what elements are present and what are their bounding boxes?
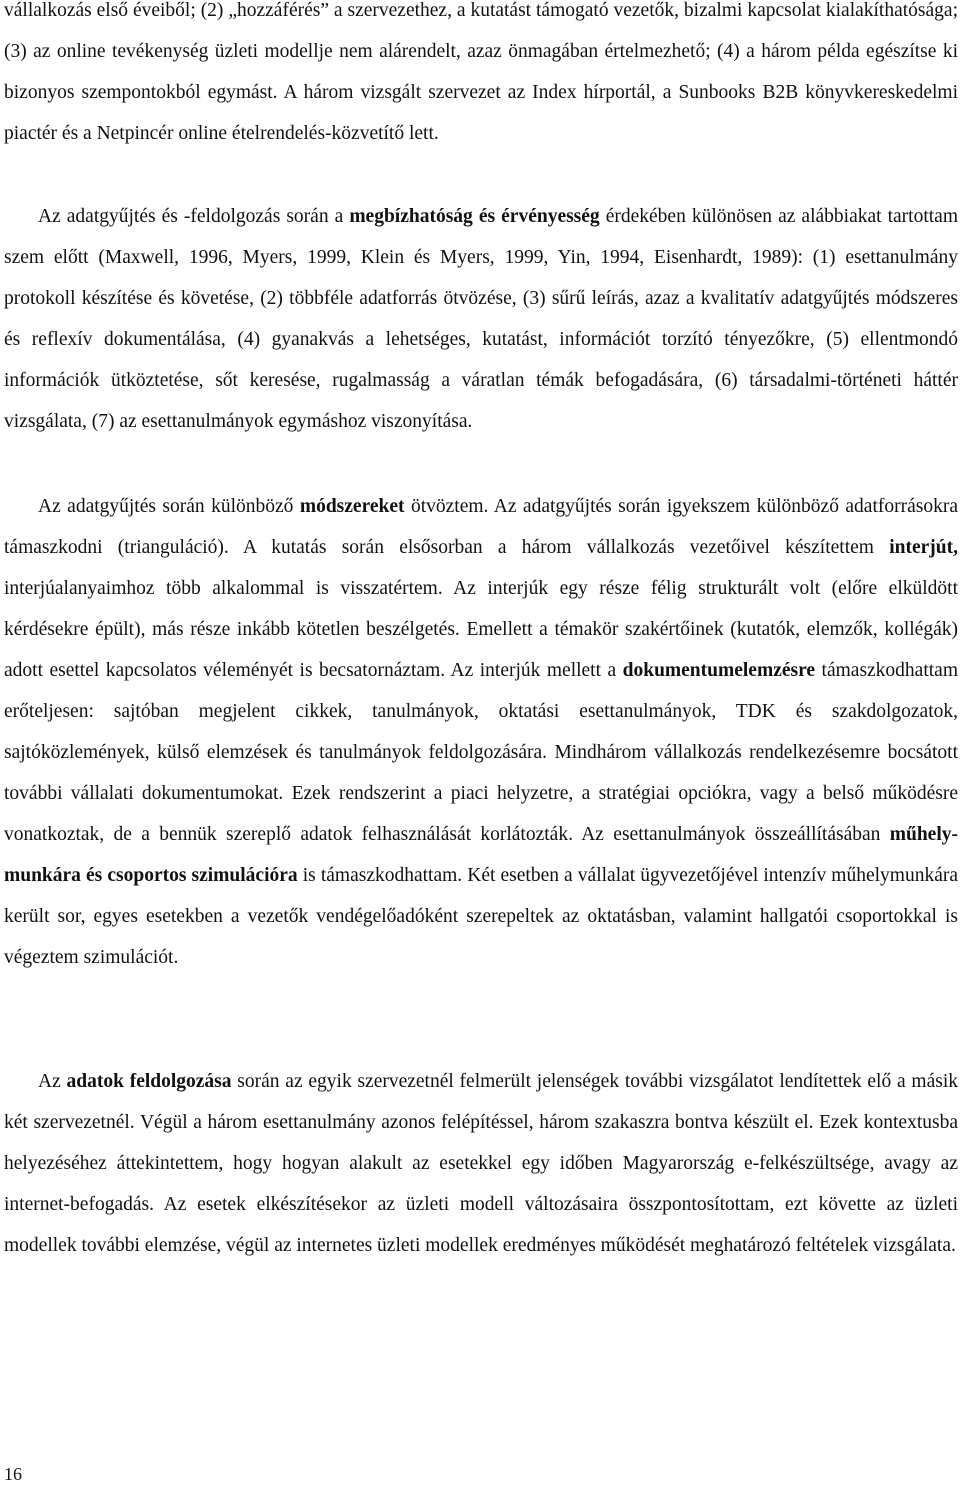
text-run: Az adatgyűjtés során különböző (38, 496, 300, 517)
text-run: során az egyik szervezetnél felmerült jelenségek további vizsgálatot lendítettek elő a másik két szervezetnél. Végül a három esettanulmány azonos felépítéssel, három szakaszra bontva készült el. Ezek kontextusba helyezéséhez áttekintettem, hogy hogyan alakult az esetekkel egy időben Magyarország e-felkészültsége, avagy az internet-befogadás. Az esetek elkészítésekor az üzleti modell változásaira összpontosítottam, ezt követte az üzleti modellek további elemzése, végül az internetes üzleti modellek eredményes működését meghatározó feltételek vizsgálata. (4, 1071, 958, 1256)
bold-term: műhely-munkára és csoportos szimulációra (4, 824, 958, 886)
text-run: Az (38, 1071, 67, 1092)
paragraph-case-selection (4, 0, 958, 154)
text-run: Az adatgyűjtés és -feldolgozás során a (38, 206, 350, 227)
text-run: interjúalanyaimhoz több alkalommal is visszatértem. Az interjúk egy része félig strukturált volt (előre elküldött kérdésekre épült), más része inkább kötetlen beszélgetés. Emellett a témakör szakértőinek (kutatók, elemzők, kollégák) adott esettel kapcsolatos véleményét is becsatornáztam. Az interjúk mellett a (4, 578, 958, 681)
bold-term: módszereket (299, 496, 405, 517)
text-run: vállalkozás első éveiből; (2) „hozzáférés” a szervezethez, a kutatást támogató vezetők, bizalmi kapcsolat kialakíthatósága; (3) az online tevékenység üzleti modellje nem alárendelt, azaz önmagában értelmezhető; (4) a három példa egészítse ki bizonyos szempontokból egymást. A három vizsgált szervezet az Index hírportál, a Sunbooks B2B könyvkereskedelmi piactér és a Netpincér online ételrendelés-közvetítő lett. (4, 0, 958, 144)
bold-term: megbízhatóság és érvényesség (349, 206, 600, 227)
text-run: érdekében különösen az alábbiakat tartottam szem előtt (Maxwell, 1996, Myers, 1999, Klein és Myers, 1999, Yin, 1994, Eisenhardt, 1989): (1) esettanulmány protokoll készítése és követése, (2) többféle adatforrás ötvözése, (3) sűrű leírás, azaz a kvalitatív adatgyűjtés módszeres és reflexív dokumentálása, (4) gyanakvás a lehetséges, kutatást, információt torzító tényezőkre, (5) ellentmondó információk ütköztetése, sőt keresése, rugalmasság a váratlan témák befogadására, (6) társadalmi-történeti háttér vizsgálata, (7) az esettanulmányok egymáshoz viszonyítása. (4, 206, 958, 432)
text-run: is támaszkodhattam. Két esetben a vállalat ügyvezetőjével intenzív műhelymunkára került sor, egyes esetekben a vezetők vendégelőadóként szerepeltek az oktatásban, valamint hallgatói csoportokkal is végeztem szimulációt. (4, 865, 958, 968)
text-run: támaszkodhattam erőteljesen: sajtóban megjelent cikkek, tanulmányok, oktatási esettanulmányok, TDK és szakdolgozatok, sajtóközlemények, külső elemzések és tanulmányok feldolgozására. Mindhárom vállalkozás rendelkezésemre bocsátott további vállalati dokumentumokat. Ezek rendszerint a piaci helyzetre, a stratégiai opciókra, vagy a belső működésre vonatkoztak, de a bennük szereplő adatok felhasználását korlátozták. Az esettanulmányok összeállításában (4, 660, 959, 845)
bold-term: interjút, (889, 537, 958, 558)
paragraph-data-collection-methods (4, 486, 958, 978)
page-number: 16 (4, 1464, 22, 1484)
bold-term: dokumentumelemzésre (622, 660, 816, 681)
paragraph-data-processing (4, 1061, 958, 1266)
paragraph-reliability-validity (4, 196, 958, 442)
bold-term: adatok feldolgozása (66, 1071, 232, 1092)
text-run: ötvöztem. Az adatgyűjtés során igyekszem különböző adatforrásokra támaszkodni (trianguláció). A kutatás során elsősorban a három vállalkozás vezetőivel készítettem (4, 496, 958, 558)
